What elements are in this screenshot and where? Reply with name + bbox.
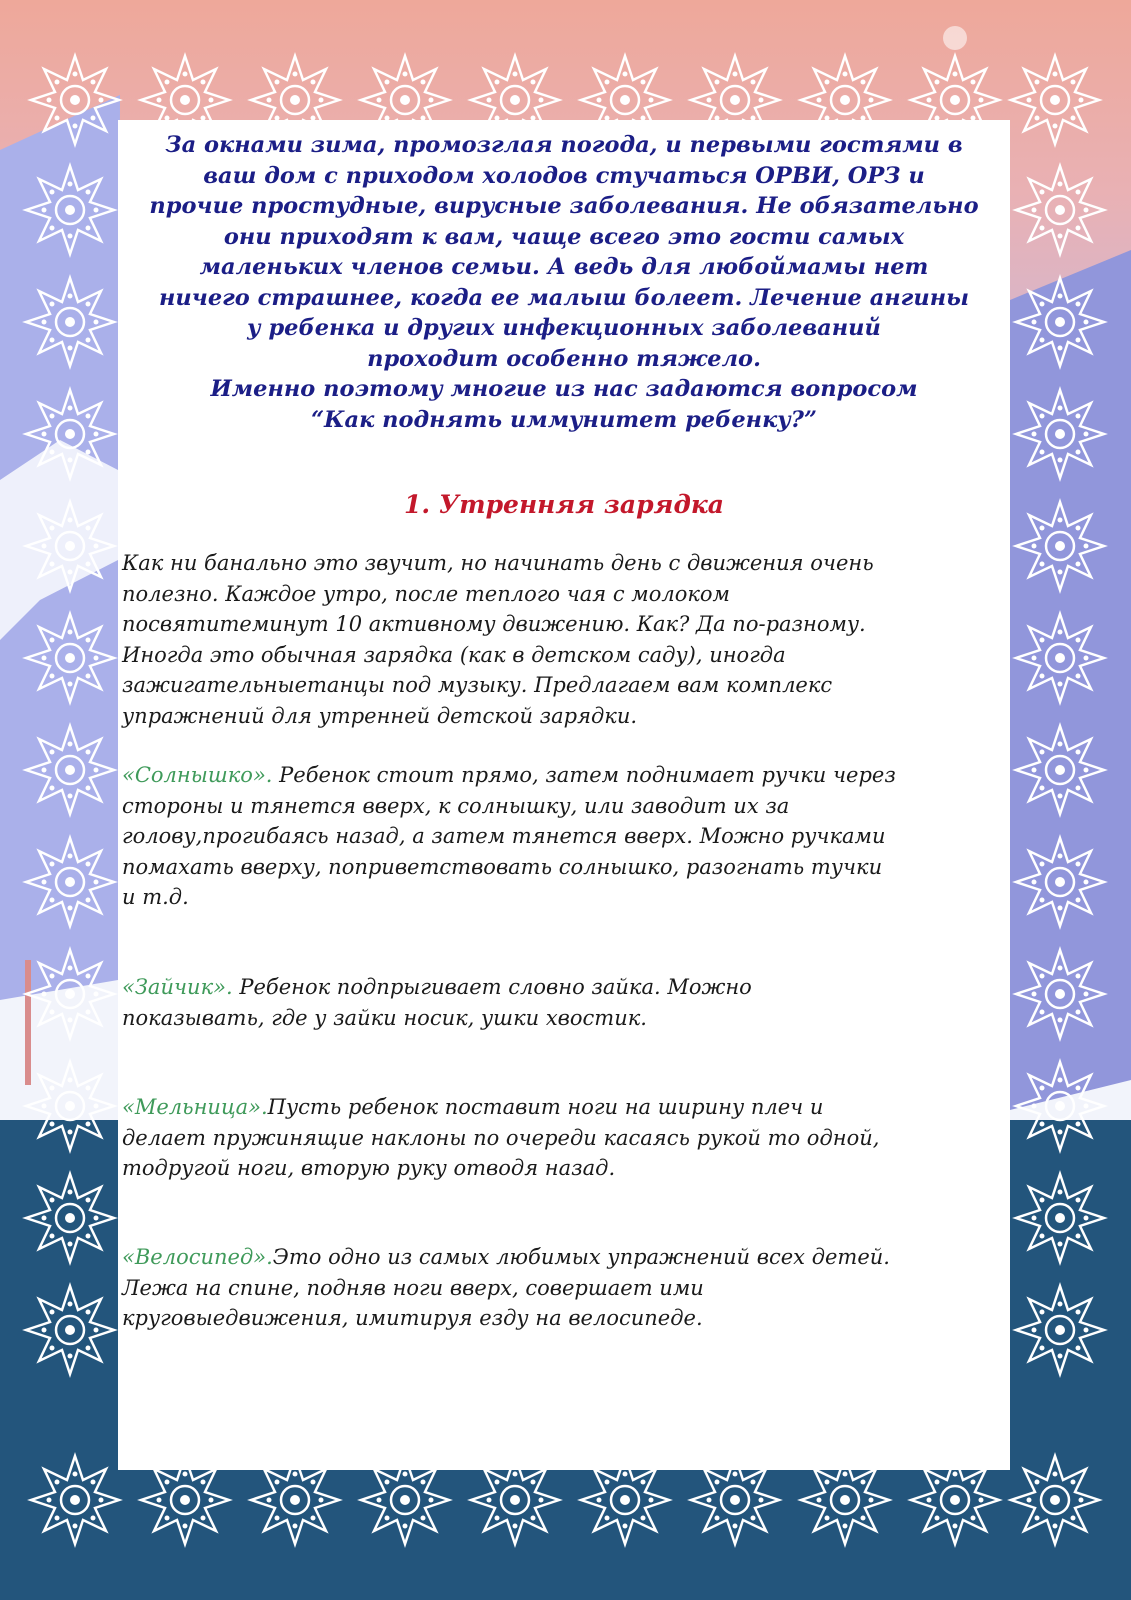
snowflake-ornament <box>31 1456 119 1544</box>
body-line: Как ни банально это звучит, но начинать день с движения очень <box>122 551 874 575</box>
snowflake-ornament <box>1016 390 1104 478</box>
snowflake-ornament <box>26 502 114 590</box>
snowflake-ornament <box>1016 726 1104 814</box>
exercise-line: показывать, где у зайки носик, ушки хвостик. <box>122 1005 647 1030</box>
body-line: посвятитеминут 10 активному движению. Как? Да по-разному. <box>122 612 866 636</box>
snowflake-ornament <box>26 166 114 254</box>
snowflake-ornament <box>31 56 119 144</box>
intro-line: маленьких членов семьи. А ведь для любоймамы нет <box>199 254 929 280</box>
exercise-first-line <box>122 972 1002 1003</box>
section-heading: 1. Утренняя зарядка <box>404 490 724 519</box>
snowflake-ornament <box>1016 502 1104 590</box>
snowflake-ornament <box>1011 56 1099 144</box>
exercise-sunshine <box>122 760 1002 913</box>
snowflake-ornament <box>26 726 114 814</box>
snowflake-ornament <box>26 390 114 478</box>
snowflake-ornament <box>1016 1174 1104 1262</box>
intro-line: прочие простудные, вирусные заболевания. Не обязательно <box>149 193 979 219</box>
exercise-line: делает пружинящие наклоны по очереди касаясь рукой то одной, <box>122 1125 880 1150</box>
exercise-bicycle <box>122 1242 1002 1334</box>
snowflake-ornament <box>26 278 114 366</box>
snowflake-ornament <box>1016 278 1104 366</box>
exercise-line: круговыедвижения, имитируя езду на велосипеде. <box>122 1306 703 1330</box>
intro-line: Именно поэтому многие из нас задаются вопросом <box>210 376 918 402</box>
intro-line: проходит особенно тяжело. <box>367 345 761 372</box>
body-line: упражнений для утренней детской зарядки. <box>122 703 638 728</box>
exercise-name: «Мельница». <box>122 1095 268 1119</box>
body-intro <box>122 548 1002 731</box>
exercise-bunny <box>122 972 1002 1033</box>
intro-line: “Как поднять иммунитет ребенку?” <box>311 406 817 433</box>
intro-text <box>118 130 1010 435</box>
snowflake-ornament <box>1016 1062 1104 1150</box>
snowflake-ornament <box>26 614 114 702</box>
exercise-name: «Зайчик». <box>122 975 233 999</box>
snowflake-ornament <box>1016 614 1104 702</box>
exercise-line: голову,прогибаясь назад, а затем тянется вверх. Можно ручками <box>122 824 886 848</box>
intro-line: они приходят к вам, чаще всего это гости самых <box>223 223 905 250</box>
exercise-line: и т.д. <box>122 885 189 909</box>
intro-line: у ребенка и других инфекционных заболеваний <box>247 315 881 341</box>
exercise-text: Пусть ребенок поставит ноги на ширину плеч и <box>267 1095 824 1119</box>
snowflake-ornament <box>1016 838 1104 926</box>
exercise-text: Это одно из самых любимых упражнений всех детей. <box>272 1245 890 1269</box>
snowflake-ornament <box>26 1062 114 1150</box>
intro-line: ваш дом с приходом холодов стучаться ОРВИ, ОРЗ и <box>203 162 925 189</box>
snowflake-ornament <box>1016 950 1104 1038</box>
exercise-first-line <box>122 1242 1002 1273</box>
snowflake-ornament <box>1016 166 1104 254</box>
exercise-line: тодругой ноги, вторую руку отводя назад. <box>122 1156 616 1180</box>
snowflake-ornament <box>26 1174 114 1262</box>
exercise-line: Лежа на спине, подняв ноги вверх, совершает ими <box>122 1275 704 1300</box>
snowflake-ornament <box>1011 1456 1099 1544</box>
body-line: Иногда это обычная зарядка (как в детском саду), иногда <box>122 642 786 667</box>
exercise-first-line <box>122 760 1002 791</box>
exercise-name: «Солнышко». <box>122 763 273 787</box>
exercise-name: «Велосипед». <box>122 1245 273 1269</box>
exercise-text: Ребенок подпрыгивает словно зайка. Можно <box>232 975 752 999</box>
snowflake-ornament <box>26 1286 114 1374</box>
body-line: полезно. Каждое утро, после теплого чая с молоком <box>122 581 730 606</box>
intro-line: За окнами зима, промозглая погода, и первыми гостями в <box>165 132 963 158</box>
snowflake-ornament <box>26 950 114 1038</box>
exercise-mill <box>122 1092 1002 1184</box>
exercise-line: помахать вверху, поприветствовать солнышко, разогнать тучки <box>122 854 883 879</box>
content-page <box>118 120 1010 1470</box>
exercise-line: стороны и тянется вверх, к солнышку, или заводит их за <box>122 793 790 818</box>
exercise-first-line <box>122 1092 1002 1123</box>
intro-line: ничего страшнее, когда ее малыш болеет. Лечение ангины <box>158 284 969 311</box>
snowflake-ornament <box>1016 1286 1104 1374</box>
body-line: зажигательныетанцы под музыку. Предлагаем вам комплекс <box>122 673 833 697</box>
exercise-text: Ребенок стоит прямо, затем поднимает ручки через <box>272 763 896 787</box>
snowflake-ornament <box>26 838 114 926</box>
